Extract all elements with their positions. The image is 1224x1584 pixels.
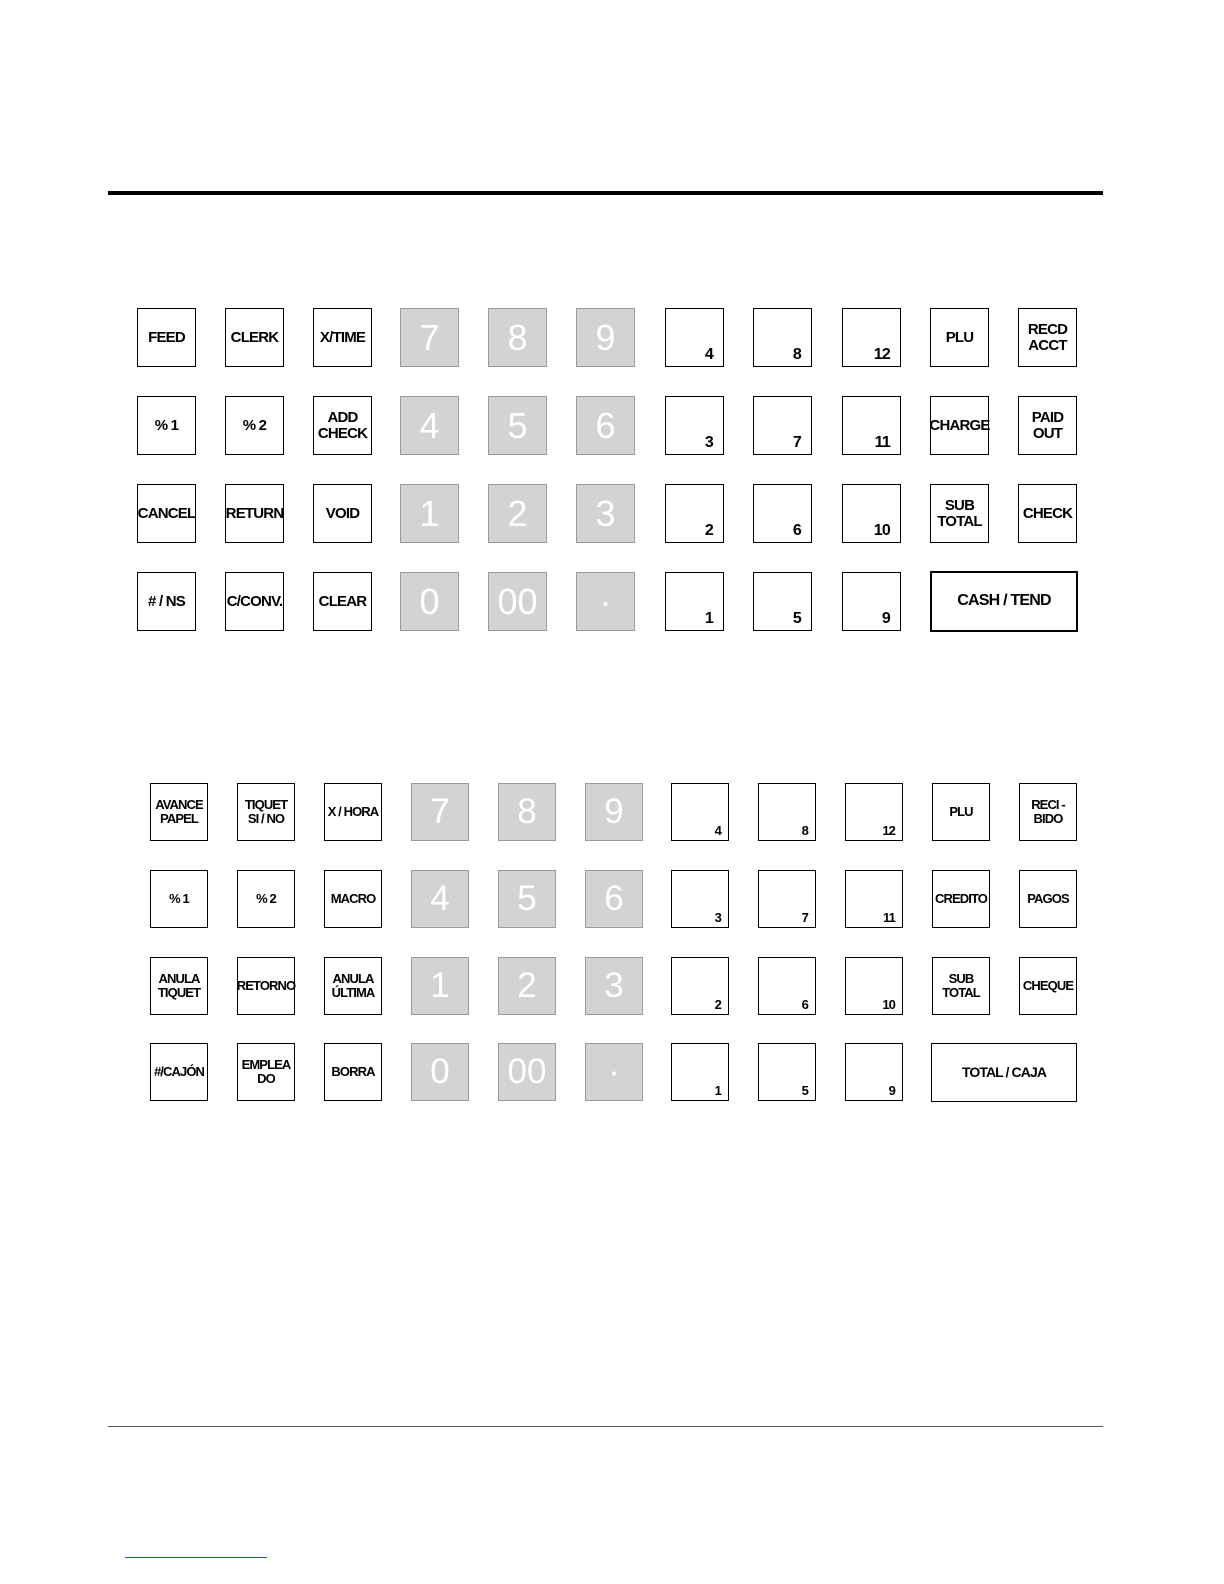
key-numpad-1: 1 bbox=[400, 484, 459, 543]
key-numpad-7: 7 bbox=[411, 783, 469, 841]
key-dept-2: 2 bbox=[665, 484, 724, 543]
key-percent-1: % 1 bbox=[137, 396, 196, 455]
key-recibido: RECI - BIDO bbox=[1019, 783, 1077, 841]
key-clear: CLEAR bbox=[313, 572, 372, 631]
key-dept-3: 3 bbox=[671, 870, 729, 928]
key-return: RETURN bbox=[225, 484, 284, 543]
key-dept-4: 4 bbox=[665, 308, 724, 367]
key-numpad-5: 5 bbox=[498, 870, 556, 928]
key-numpad-6: 6 bbox=[576, 396, 635, 455]
key-dept-1: 1 bbox=[665, 572, 724, 631]
key-numpad-3: 3 bbox=[585, 957, 643, 1015]
key-dept-11: 11 bbox=[842, 396, 901, 455]
key-numpad-00: 00 bbox=[488, 572, 547, 631]
key-numpad-4: 4 bbox=[400, 396, 459, 455]
key-dept-10: 10 bbox=[845, 957, 903, 1015]
key-numpad-7: 7 bbox=[400, 308, 459, 367]
key-dept-11: 11 bbox=[845, 870, 903, 928]
key-dept-6: 6 bbox=[753, 484, 812, 543]
key-borra: BORRA bbox=[324, 1043, 382, 1101]
key-void: VOID bbox=[313, 484, 372, 543]
key-numpad-decimal: · bbox=[576, 572, 635, 631]
key-dept-12: 12 bbox=[842, 308, 901, 367]
key-dept-5: 5 bbox=[758, 1043, 816, 1101]
key-plu: PLU bbox=[930, 308, 989, 367]
key-dept-9: 9 bbox=[845, 1043, 903, 1101]
key-dept-2: 2 bbox=[671, 957, 729, 1015]
key-numpad-00: 00 bbox=[498, 1043, 556, 1101]
key-cancel: CANCEL bbox=[137, 484, 196, 543]
key-dept-3: 3 bbox=[665, 396, 724, 455]
key-cash-tend: CASH / TEND bbox=[930, 571, 1078, 632]
key-macro: MACRO bbox=[324, 870, 382, 928]
key-retorno: RETORNO bbox=[237, 957, 295, 1015]
key-numpad-decimal: · bbox=[585, 1043, 643, 1101]
key-tiquet-si-no: TIQUET SI / NO bbox=[237, 783, 295, 841]
key-numpad-2: 2 bbox=[498, 957, 556, 1015]
key-percent-2: % 2 bbox=[225, 396, 284, 455]
key-numpad-8: 8 bbox=[498, 783, 556, 841]
key-dept-10: 10 bbox=[842, 484, 901, 543]
key-dept-5: 5 bbox=[753, 572, 812, 631]
key-cajon: #/CAJÓN bbox=[150, 1043, 208, 1101]
key-numpad-2: 2 bbox=[488, 484, 547, 543]
key-sub-total: SUB TOTAL bbox=[930, 484, 989, 543]
key-empleado: EMPLEA DO bbox=[237, 1043, 295, 1101]
key-dept-8: 8 bbox=[758, 783, 816, 841]
key-currency-conversion: C/CONV. bbox=[225, 572, 284, 631]
key-dept-1: 1 bbox=[671, 1043, 729, 1101]
key-percent-2: % 2 bbox=[237, 870, 295, 928]
key-cheque: CHEQUE bbox=[1019, 957, 1077, 1015]
key-recd-acct: RECD ACCT bbox=[1018, 308, 1077, 367]
key-x-hora: X / HORA bbox=[324, 783, 382, 841]
key-sub-total: SUB TOTAL bbox=[932, 957, 990, 1015]
key-dept-12: 12 bbox=[845, 783, 903, 841]
key-plu: PLU bbox=[932, 783, 990, 841]
key-numpad-4: 4 bbox=[411, 870, 469, 928]
key-anula-tiquet: ANULA TIQUET bbox=[150, 957, 208, 1015]
key-paid-out: PAID OUT bbox=[1018, 396, 1077, 455]
key-dept-6: 6 bbox=[758, 957, 816, 1015]
key-numpad-0: 0 bbox=[400, 572, 459, 631]
key-numpad-3: 3 bbox=[576, 484, 635, 543]
key-dept-9: 9 bbox=[842, 572, 901, 631]
key-feed: FEED bbox=[137, 308, 196, 367]
key-numpad-0: 0 bbox=[411, 1043, 469, 1101]
key-dept-7: 7 bbox=[753, 396, 812, 455]
key-numpad-6: 6 bbox=[585, 870, 643, 928]
key-numpad-9: 9 bbox=[576, 308, 635, 367]
key-check: CHECK bbox=[1018, 484, 1077, 543]
key-x-time: X/TIME bbox=[313, 308, 372, 367]
key-dept-4: 4 bbox=[671, 783, 729, 841]
key-add-check: ADD CHECK bbox=[313, 396, 372, 455]
key-numpad-5: 5 bbox=[488, 396, 547, 455]
key-dept-7: 7 bbox=[758, 870, 816, 928]
key-numpad-9: 9 bbox=[585, 783, 643, 841]
key-anula-ultima: ANULA ÚLTIMA bbox=[324, 957, 382, 1015]
key-clerk: CLERK bbox=[225, 308, 284, 367]
key-avance-papel: AVANCE PAPEL bbox=[150, 783, 208, 841]
key-no-sale: # / NS bbox=[137, 572, 196, 631]
key-numpad-1: 1 bbox=[411, 957, 469, 1015]
key-total-caja: TOTAL / CAJA bbox=[931, 1043, 1077, 1102]
bottom-rule bbox=[108, 1426, 1103, 1427]
key-dept-8: 8 bbox=[753, 308, 812, 367]
key-percent-1: % 1 bbox=[150, 870, 208, 928]
key-credito: CREDITO bbox=[932, 870, 990, 928]
key-charge: CHARGE bbox=[930, 396, 989, 455]
key-numpad-8: 8 bbox=[488, 308, 547, 367]
footer-link-underline bbox=[125, 1557, 267, 1558]
key-pagos: PAGOS bbox=[1019, 870, 1077, 928]
